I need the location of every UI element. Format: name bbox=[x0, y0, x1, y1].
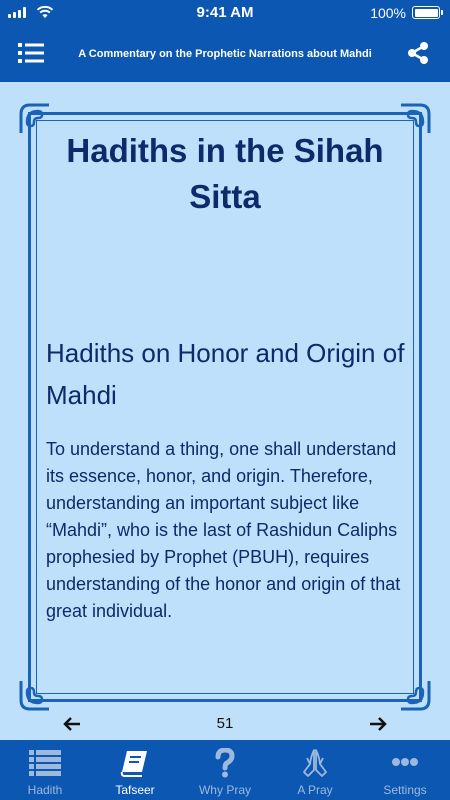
app-header bbox=[0, 26, 450, 82]
tab-tafseer[interactable] bbox=[90, 740, 180, 800]
body-paragraph: To understand a thing, one shall understand its essence, honor, and origin. Therefore, understanding an important subject like “Mahdi”, who is the last of Rashidun Caliphs prophesied by Prophet (PBUH), requires understanding of the honor and origin of that great individual. bbox=[46, 439, 401, 621]
corner-ornament-icon bbox=[18, 678, 52, 712]
tab-hadith[interactable] bbox=[0, 740, 90, 800]
battery-icon bbox=[412, 6, 440, 19]
list-icon bbox=[28, 748, 62, 778]
share-icon[interactable] bbox=[406, 41, 430, 65]
content-page bbox=[0, 82, 450, 740]
battery-percentage: 100% bbox=[370, 5, 406, 21]
menu-list-icon[interactable] bbox=[18, 42, 44, 64]
page-navigation bbox=[0, 710, 450, 740]
tab-label: Settings bbox=[383, 783, 427, 797]
page-number: 51 bbox=[216, 715, 234, 732]
page-title: Hadiths in the Sihah Sitta bbox=[66, 132, 384, 216]
section-heading: Hadiths on Honor and Origin of Mahdi bbox=[46, 338, 405, 410]
tab-label: A Pray bbox=[297, 783, 333, 797]
praying-hands-icon bbox=[298, 748, 332, 778]
question-icon bbox=[208, 748, 242, 778]
app-title: A Commentary on the Prophetic Narrations about Mahdi bbox=[78, 48, 372, 60]
tab-bar bbox=[0, 740, 450, 800]
tab-label: Tafseer bbox=[115, 783, 155, 797]
tab-a-pray[interactable] bbox=[270, 740, 360, 800]
ellipsis-icon bbox=[388, 748, 422, 778]
tab-why-pray[interactable] bbox=[180, 740, 270, 800]
tab-label: Hadith bbox=[27, 783, 63, 797]
tab-label: Why Pray bbox=[198, 783, 251, 797]
arrow-right-icon[interactable] bbox=[368, 714, 388, 734]
book-icon bbox=[118, 748, 152, 778]
tab-settings[interactable] bbox=[360, 740, 450, 800]
status-time: 9:41 AM bbox=[196, 4, 254, 21]
corner-ornament-icon bbox=[398, 678, 432, 712]
status-bar bbox=[0, 0, 450, 26]
